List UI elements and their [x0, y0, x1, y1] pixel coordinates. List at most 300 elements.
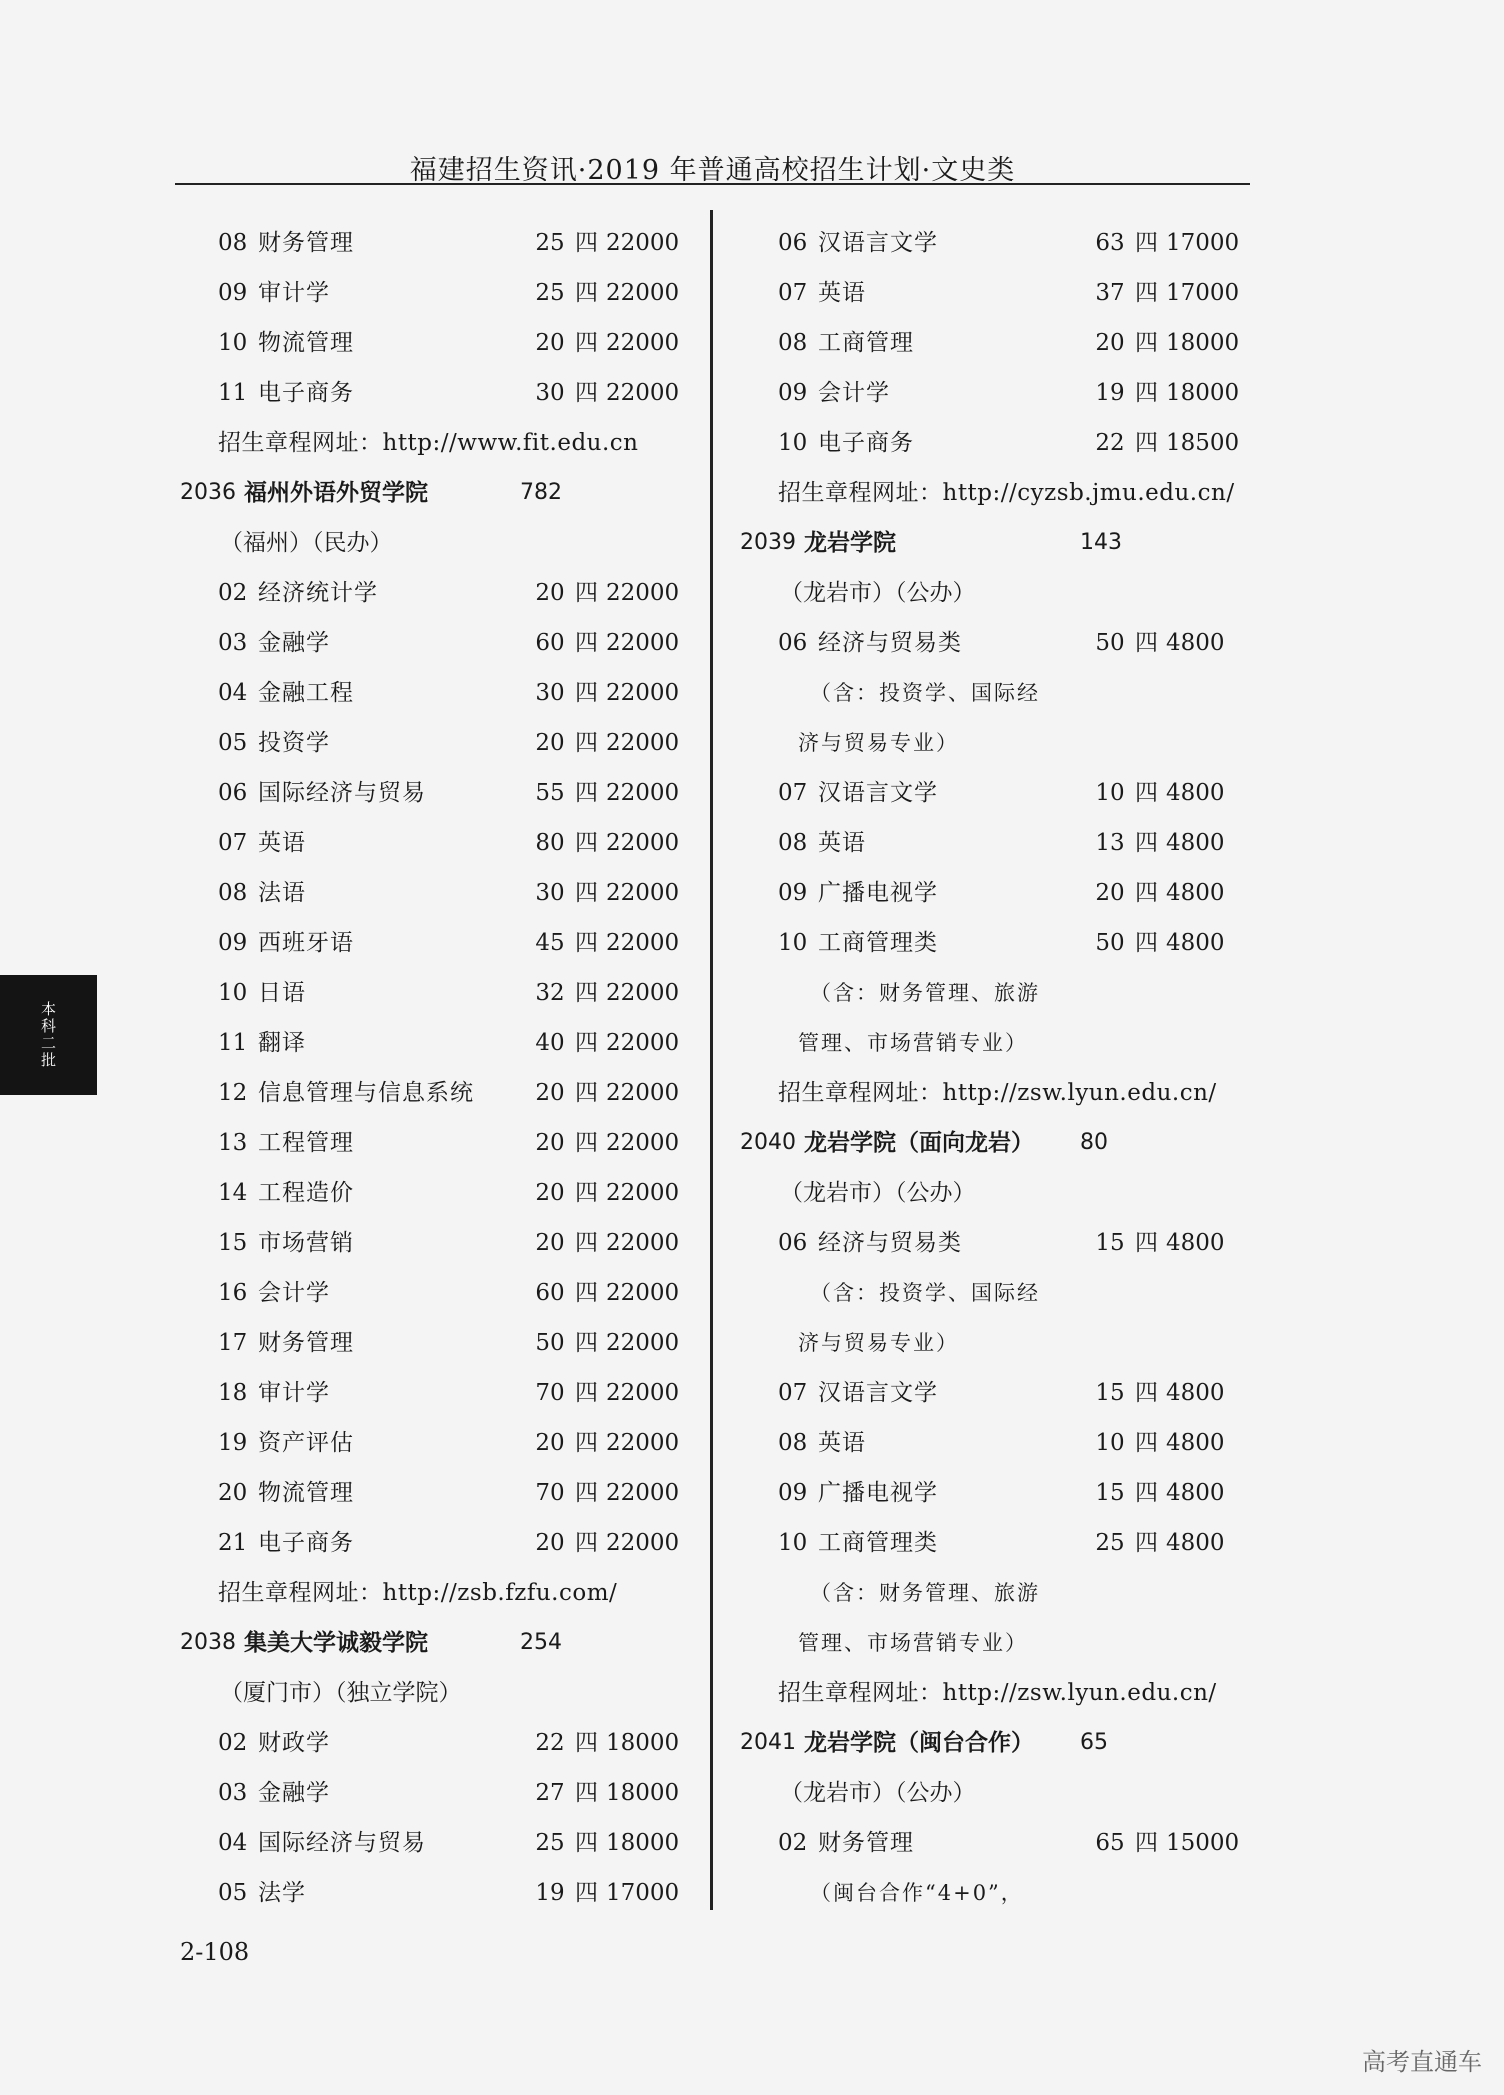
institution-total: 65 — [1080, 1730, 1108, 1755]
plan-count: 20 — [1095, 880, 1125, 906]
tuition-fee: 22000 — [606, 1430, 680, 1456]
major-code: 06 — [778, 230, 808, 256]
major-code: 06 — [218, 780, 248, 806]
institution-code: 2040 — [740, 1130, 796, 1155]
major-name: 金融学 — [258, 1780, 330, 1806]
major-code: 05 — [218, 1880, 248, 1906]
watermark: 高考直通车 — [1362, 2048, 1482, 2076]
plan-count: 20 — [535, 1230, 565, 1256]
major-row — [180, 1868, 680, 1918]
tuition-fee: 18500 — [1166, 430, 1240, 456]
major-code: 17 — [218, 1330, 248, 1356]
plan-count: 19 — [535, 1880, 565, 1906]
major-code: 06 — [778, 1230, 808, 1256]
major-row — [740, 1368, 1240, 1418]
study-years: 四 — [575, 880, 598, 906]
tuition-fee: 22000 — [606, 230, 680, 256]
major-row — [180, 918, 680, 968]
plan-count: 65 — [1095, 1830, 1125, 1856]
tuition-fee: 18000 — [606, 1780, 680, 1806]
tuition-fee: 18000 — [1166, 330, 1240, 356]
major-name: 英语 — [818, 280, 866, 306]
plan-count: 15 — [1095, 1380, 1125, 1406]
plan-count: 55 — [535, 780, 565, 806]
tuition-fee: 22000 — [606, 1280, 680, 1306]
tuition-fee: 22000 — [606, 680, 680, 706]
major-code: 10 — [218, 980, 248, 1006]
major-name: 英语 — [258, 830, 306, 856]
note-row — [740, 1618, 1240, 1668]
tuition-fee: 22000 — [606, 730, 680, 756]
major-row — [180, 268, 680, 318]
study-years: 四 — [575, 1280, 598, 1306]
tuition-fee: 15000 — [1166, 1830, 1240, 1856]
major-code: 10 — [218, 330, 248, 356]
note-row — [740, 1568, 1240, 1618]
tuition-fee: 4800 — [1166, 830, 1225, 856]
plan-count: 20 — [535, 1080, 565, 1106]
major-name: 物流管理 — [258, 330, 354, 356]
tuition-fee: 18000 — [606, 1730, 680, 1756]
major-code: 02 — [778, 1830, 808, 1856]
tuition-fee: 18000 — [606, 1830, 680, 1856]
tuition-fee: 22000 — [606, 1080, 680, 1106]
major-row — [180, 1768, 680, 1818]
major-name: 电子商务 — [818, 430, 914, 456]
study-years: 四 — [1135, 330, 1158, 356]
institution-location: （福州）（民办） — [220, 530, 393, 556]
left-column — [180, 218, 680, 1918]
major-name: 会计学 — [818, 380, 890, 406]
study-years: 四 — [575, 1480, 598, 1506]
major-row — [740, 768, 1240, 818]
major-name: 财务管理 — [258, 1330, 354, 1356]
institution-name: 福州外语外贸学院 — [244, 480, 428, 506]
plan-count: 45 — [535, 930, 565, 956]
major-code: 15 — [218, 1230, 248, 1256]
tuition-fee: 4800 — [1166, 930, 1225, 956]
major-note: 管理、市场营销专业） — [798, 1031, 1028, 1055]
major-note: 济与贸易专业） — [798, 1331, 959, 1355]
tuition-fee: 17000 — [1166, 230, 1240, 256]
study-years: 四 — [575, 1030, 598, 1056]
major-code: 07 — [778, 280, 808, 306]
major-row — [740, 618, 1240, 668]
major-row — [740, 818, 1240, 868]
institution-row — [740, 518, 1240, 568]
major-code: 06 — [778, 630, 808, 656]
study-years: 四 — [575, 1330, 598, 1356]
tuition-fee: 4800 — [1166, 1530, 1225, 1556]
major-name: 电子商务 — [258, 1530, 354, 1556]
tuition-fee: 4800 — [1166, 780, 1225, 806]
major-code: 09 — [218, 280, 248, 306]
major-row — [180, 768, 680, 818]
study-years: 四 — [1135, 830, 1158, 856]
major-name: 经济统计学 — [258, 580, 378, 606]
plan-count: 25 — [1095, 1530, 1125, 1556]
major-name: 经济与贸易类 — [818, 1230, 962, 1256]
plan-count: 25 — [535, 230, 565, 256]
note-row — [740, 718, 1240, 768]
tuition-fee: 18000 — [1166, 380, 1240, 406]
study-years: 四 — [1135, 880, 1158, 906]
major-note: （含：投资学、国际经 — [810, 1281, 1040, 1305]
study-years: 四 — [1135, 430, 1158, 456]
note-row — [740, 968, 1240, 1018]
major-code: 20 — [218, 1480, 248, 1506]
institution-row — [740, 1118, 1240, 1168]
study-years: 四 — [575, 1880, 598, 1906]
tuition-fee: 4800 — [1166, 1430, 1225, 1456]
note-row — [740, 1018, 1240, 1068]
major-row — [740, 1468, 1240, 1518]
institution-row — [180, 468, 680, 518]
institution-total: 80 — [1080, 1130, 1108, 1155]
major-name: 工商管理类 — [818, 1530, 938, 1556]
admission-url-row — [740, 1068, 1240, 1118]
institution-row — [740, 1718, 1240, 1768]
major-note: （含：投资学、国际经 — [810, 681, 1040, 705]
plan-count: 10 — [1095, 1430, 1125, 1456]
study-years: 四 — [575, 230, 598, 256]
major-note: 济与贸易专业） — [798, 731, 959, 755]
admission-url: 招生章程网址：http://cyzsb.jmu.edu.cn/ — [778, 480, 1235, 506]
major-name: 会计学 — [258, 1280, 330, 1306]
major-row — [740, 318, 1240, 368]
study-years: 四 — [575, 1130, 598, 1156]
location-row — [180, 518, 680, 568]
tuition-fee: 4800 — [1166, 630, 1225, 656]
major-code: 08 — [218, 880, 248, 906]
study-years: 四 — [575, 1180, 598, 1206]
major-code: 05 — [218, 730, 248, 756]
major-code: 16 — [218, 1280, 248, 1306]
tuition-fee: 22000 — [606, 580, 680, 606]
major-note: （含：财务管理、旅游 — [810, 1581, 1040, 1605]
admission-url-row — [740, 468, 1240, 518]
major-code: 14 — [218, 1180, 248, 1206]
study-years: 四 — [575, 580, 598, 606]
institution-code: 2041 — [740, 1730, 796, 1755]
major-code: 04 — [218, 1830, 248, 1856]
study-years: 四 — [1135, 630, 1158, 656]
admission-url: 招生章程网址：http://www.fit.edu.cn — [218, 430, 639, 456]
major-name: 财务管理 — [818, 1830, 914, 1856]
major-note: 管理、市场营销专业） — [798, 1631, 1028, 1655]
major-name: 广播电视学 — [818, 1480, 938, 1506]
study-years: 四 — [575, 1780, 598, 1806]
tuition-fee: 22000 — [606, 830, 680, 856]
major-code: 18 — [218, 1380, 248, 1406]
major-row — [740, 1418, 1240, 1468]
major-row — [180, 1268, 680, 1318]
major-name: 市场营销 — [258, 1230, 354, 1256]
major-code: 21 — [218, 1530, 248, 1556]
institution-total: 782 — [520, 480, 562, 505]
major-row — [740, 268, 1240, 318]
plan-count: 60 — [535, 1280, 565, 1306]
major-code: 10 — [778, 1530, 808, 1556]
admission-url: 招生章程网址：http://zsw.lyun.edu.cn/ — [778, 1680, 1217, 1706]
right-column — [740, 218, 1240, 1918]
note-row — [740, 1868, 1240, 1918]
location-row — [740, 1768, 1240, 1818]
plan-count: 63 — [1095, 230, 1125, 256]
plan-count: 20 — [535, 1530, 565, 1556]
major-name: 信息管理与信息系统 — [258, 1080, 474, 1106]
admission-url-row — [180, 418, 680, 468]
tuition-fee: 4800 — [1166, 1480, 1225, 1506]
location-row — [740, 568, 1240, 618]
plan-count: 37 — [1095, 280, 1125, 306]
major-name: 法语 — [258, 880, 306, 906]
tuition-fee: 22000 — [606, 1330, 680, 1356]
plan-count: 32 — [535, 980, 565, 1006]
plan-count: 20 — [535, 330, 565, 356]
major-row — [180, 368, 680, 418]
study-years: 四 — [575, 630, 598, 656]
major-name: 工商管理 — [818, 330, 914, 356]
institution-row — [180, 1618, 680, 1668]
major-code: 08 — [778, 1430, 808, 1456]
major-name: 审计学 — [258, 1380, 330, 1406]
major-row — [180, 1218, 680, 1268]
study-years: 四 — [1135, 930, 1158, 956]
plan-count: 22 — [535, 1730, 565, 1756]
admission-url-row — [740, 1668, 1240, 1718]
major-row — [180, 1518, 680, 1568]
study-years: 四 — [575, 980, 598, 1006]
tuition-fee: 22000 — [606, 1230, 680, 1256]
major-row — [180, 568, 680, 618]
section-side-tab — [0, 975, 97, 1095]
major-row — [180, 1718, 680, 1768]
plan-count: 30 — [535, 380, 565, 406]
major-row — [180, 318, 680, 368]
institution-location: （厦门市）（独立学院） — [220, 1680, 462, 1706]
plan-count: 20 — [535, 730, 565, 756]
major-code: 08 — [778, 330, 808, 356]
plan-count: 13 — [1095, 830, 1125, 856]
plan-count: 20 — [535, 1180, 565, 1206]
major-code: 09 — [218, 930, 248, 956]
study-years: 四 — [575, 1080, 598, 1106]
major-code: 02 — [218, 1730, 248, 1756]
major-name: 金融学 — [258, 630, 330, 656]
tuition-fee: 22000 — [606, 630, 680, 656]
admission-url-row — [180, 1568, 680, 1618]
note-row — [740, 1318, 1240, 1368]
major-name: 英语 — [818, 830, 866, 856]
major-row — [180, 1468, 680, 1518]
study-years: 四 — [575, 1730, 598, 1756]
major-name: 经济与贸易类 — [818, 630, 962, 656]
major-code: 09 — [778, 380, 808, 406]
major-row — [180, 1168, 680, 1218]
study-years: 四 — [1135, 280, 1158, 306]
tuition-fee: 22000 — [606, 880, 680, 906]
major-row — [740, 1218, 1240, 1268]
study-years: 四 — [1135, 230, 1158, 256]
study-years: 四 — [575, 1430, 598, 1456]
major-name: 英语 — [818, 1430, 866, 1456]
section-side-tab-label: 本科二批 — [39, 1001, 57, 1069]
major-code: 07 — [778, 1380, 808, 1406]
tuition-fee: 22000 — [606, 1480, 680, 1506]
tuition-fee: 17000 — [606, 1880, 680, 1906]
page-number: 2-108 — [180, 1938, 250, 1966]
major-code: 11 — [218, 380, 248, 406]
tuition-fee: 22000 — [606, 330, 680, 356]
tuition-fee: 4800 — [1166, 1230, 1225, 1256]
study-years: 四 — [575, 1830, 598, 1856]
major-code: 08 — [218, 230, 248, 256]
institution-code: 2038 — [180, 1630, 236, 1655]
major-name: 广播电视学 — [818, 880, 938, 906]
institution-location: （龙岩市）（公办） — [780, 580, 976, 606]
major-row — [180, 668, 680, 718]
tuition-fee: 22000 — [606, 1180, 680, 1206]
running-header: 福建招生资讯·2019 年普通高校招生计划·文史类 — [409, 155, 1016, 186]
major-name: 财务管理 — [258, 230, 354, 256]
study-years: 四 — [1135, 1430, 1158, 1456]
tuition-fee: 17000 — [1166, 280, 1240, 306]
study-years: 四 — [575, 380, 598, 406]
column-divider — [710, 210, 713, 1910]
admission-url: 招生章程网址：http://zsb.fzfu.com/ — [218, 1580, 618, 1606]
study-years: 四 — [575, 1530, 598, 1556]
major-code: 03 — [218, 1780, 248, 1806]
study-years: 四 — [575, 780, 598, 806]
major-name: 法学 — [258, 1880, 306, 1906]
tuition-fee: 22000 — [606, 1380, 680, 1406]
study-years: 四 — [575, 830, 598, 856]
header-rule — [175, 183, 1250, 185]
tuition-fee: 22000 — [606, 280, 680, 306]
study-years: 四 — [575, 330, 598, 356]
major-name: 西班牙语 — [258, 930, 354, 956]
major-code: 09 — [778, 880, 808, 906]
tuition-fee: 4800 — [1166, 880, 1225, 906]
study-years: 四 — [1135, 1230, 1158, 1256]
major-row — [180, 1368, 680, 1418]
study-years: 四 — [1135, 1480, 1158, 1506]
institution-location: （龙岩市）（公办） — [780, 1780, 976, 1806]
plan-count: 50 — [535, 1330, 565, 1356]
plan-count: 25 — [535, 1830, 565, 1856]
major-row — [740, 418, 1240, 468]
major-code: 02 — [218, 580, 248, 606]
plan-count: 70 — [535, 1480, 565, 1506]
major-name: 国际经济与贸易 — [258, 1830, 426, 1856]
tuition-fee: 22000 — [606, 380, 680, 406]
major-name: 翻译 — [258, 1030, 306, 1056]
major-row — [740, 218, 1240, 268]
tuition-fee: 22000 — [606, 1130, 680, 1156]
location-row — [180, 1668, 680, 1718]
major-row — [740, 1818, 1240, 1868]
major-name: 汉语言文学 — [818, 780, 938, 806]
plan-count: 60 — [535, 630, 565, 656]
major-name: 国际经济与贸易 — [258, 780, 426, 806]
major-row — [180, 718, 680, 768]
major-code: 10 — [778, 430, 808, 456]
major-name: 电子商务 — [258, 380, 354, 406]
major-name: 工程管理 — [258, 1130, 354, 1156]
plan-count: 20 — [535, 1430, 565, 1456]
institution-location: （龙岩市）（公办） — [780, 1180, 976, 1206]
major-row — [740, 868, 1240, 918]
location-row — [740, 1168, 1240, 1218]
study-years: 四 — [1135, 1830, 1158, 1856]
major-code: 08 — [778, 830, 808, 856]
plan-count: 27 — [535, 1780, 565, 1806]
plan-count: 15 — [1095, 1480, 1125, 1506]
major-row — [180, 1418, 680, 1468]
plan-count: 20 — [535, 580, 565, 606]
major-row — [180, 1018, 680, 1068]
institution-total: 254 — [520, 1630, 562, 1655]
study-years: 四 — [575, 1230, 598, 1256]
tuition-fee: 4800 — [1166, 1380, 1225, 1406]
institution-name: 龙岩学院（面向龙岩） — [804, 1130, 1034, 1156]
plan-count: 20 — [1095, 330, 1125, 356]
tuition-fee: 22000 — [606, 780, 680, 806]
major-code: 07 — [218, 830, 248, 856]
institution-code: 2036 — [180, 480, 236, 505]
major-note: （含：财务管理、旅游 — [810, 981, 1040, 1005]
major-code: 03 — [218, 630, 248, 656]
major-name: 资产评估 — [258, 1430, 354, 1456]
plan-count: 80 — [535, 830, 565, 856]
major-name: 审计学 — [258, 280, 330, 306]
major-row — [180, 968, 680, 1018]
note-row — [740, 668, 1240, 718]
major-name: 工程造价 — [258, 1180, 354, 1206]
institution-name: 集美大学诚毅学院 — [244, 1630, 428, 1656]
major-row — [180, 1818, 680, 1868]
major-code: 19 — [218, 1430, 248, 1456]
admission-url: 招生章程网址：http://zsw.lyun.edu.cn/ — [778, 1080, 1217, 1106]
study-years: 四 — [1135, 1530, 1158, 1556]
major-row — [740, 368, 1240, 418]
major-code: 09 — [778, 1480, 808, 1506]
major-name: 物流管理 — [258, 1480, 354, 1506]
plan-count: 40 — [535, 1030, 565, 1056]
institution-total: 143 — [1080, 530, 1122, 555]
note-row — [740, 1268, 1240, 1318]
major-name: 汉语言文学 — [818, 230, 938, 256]
major-row — [180, 868, 680, 918]
major-row — [180, 1118, 680, 1168]
plan-count: 50 — [1095, 630, 1125, 656]
study-years: 四 — [575, 930, 598, 956]
major-row — [740, 918, 1240, 968]
major-code: 07 — [778, 780, 808, 806]
study-years: 四 — [1135, 1380, 1158, 1406]
major-name: 工商管理类 — [818, 930, 938, 956]
plan-count: 10 — [1095, 780, 1125, 806]
plan-count: 25 — [535, 280, 565, 306]
study-years: 四 — [1135, 780, 1158, 806]
plan-count: 30 — [535, 880, 565, 906]
plan-count: 70 — [535, 1380, 565, 1406]
major-row — [180, 218, 680, 268]
major-row — [180, 1068, 680, 1118]
plan-count: 30 — [535, 680, 565, 706]
tuition-fee: 22000 — [606, 980, 680, 1006]
